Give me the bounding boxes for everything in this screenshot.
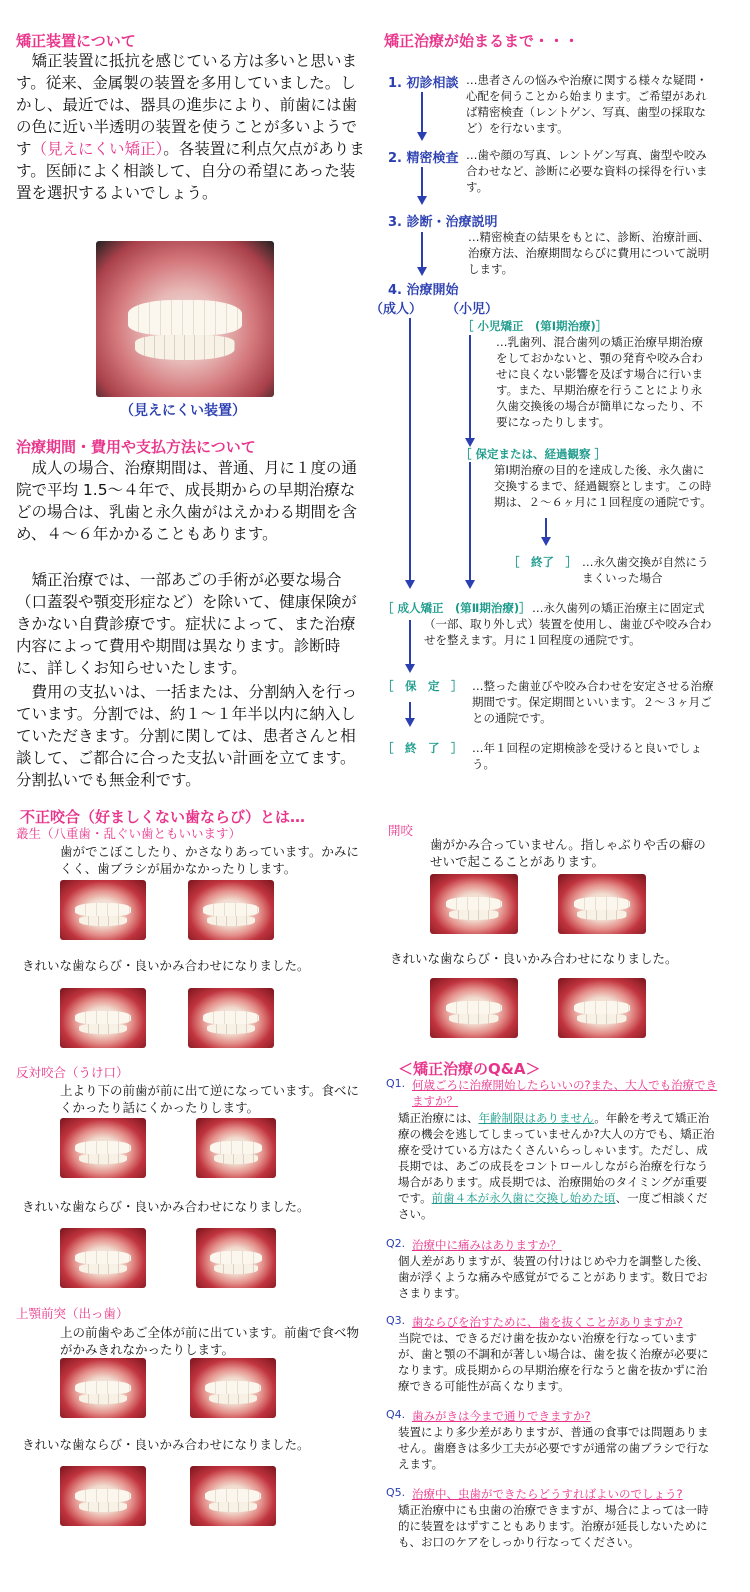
heading-flow: 矯正治療が始まるまで・・・ <box>384 32 580 50</box>
q2-question: 治療中に痛みはありますか？ <box>412 1238 562 1252</box>
adult-arrow-head <box>405 580 415 589</box>
protrusion-after-side-photo <box>190 1466 276 1526</box>
end1-arrow-head <box>541 537 551 546</box>
reverse-before-side-photo <box>196 1118 276 1178</box>
openbite-after-caption: きれいな歯ならび・良いかみ合わせになりました。 <box>390 951 678 966</box>
protrusion-after-front-photo <box>60 1466 146 1526</box>
adult-ortho-label: ［ 成人矯正 (第Ⅱ期治療)］ <box>382 601 531 615</box>
reverse-text: 上より下の前歯が前に出て逆になっています。食べにくかったり話にくかったりします。 <box>60 1083 360 1115</box>
protrusion-title: 上顎前突（出っ歯） <box>16 1306 129 1321</box>
retain-label: ［ 保 定 ］ <box>382 679 463 693</box>
period-paragraph-2: 矯正治療では、一部あごの手術が必要な場合（口蓋裂や顎変形症など）を除いて、健康保険がきかない自費診療です。症状によって、また治療内容によって費用や期間は異なります。診断時に、詳しくお知らせいたします。 <box>16 571 357 677</box>
reverse-before-front-photo <box>60 1118 146 1178</box>
q1-question: 何歳ごろに治療開始したらいいの?また、大人でも治療できますか？ <box>412 1078 718 1108</box>
protrusion-before-side-photo <box>190 1358 276 1418</box>
q4-number: Q4. <box>386 1408 406 1421</box>
invisible-appliance-photo <box>96 241 274 397</box>
arrow-2-head <box>417 196 427 205</box>
openbite-before-side-photo <box>558 874 646 934</box>
a1-answer: 矯正治療には、年齢制限はありません。年齢を考えて矯正治療の機会を逃してしまっていませんか?大人の方でも、矯正治療を受けている方はたくさんいらっしゃいます。ただし、成長期では、あごの成長をコントロールしながら治療を行なう場合があります。成長期では、治療開始のタイミングが重要です。前歯４本が永久歯に交換し始めた頃、一度ご相談ください。 <box>398 1111 715 1221</box>
step-3-title: 3. 診断・治療説明 <box>388 215 498 230</box>
crowding-after-front-photo <box>60 988 146 1048</box>
reverse-title: 反対咬合（うけ口） <box>16 1065 129 1080</box>
step-1-title: 1. 初診相談 <box>388 76 459 91</box>
q1-number: Q1. <box>386 1077 406 1090</box>
step-2-title: 2. 精密検査 <box>388 151 459 166</box>
a1-link-timing: 前歯４本が永久歯に交換し始めた頃 <box>431 1191 616 1205</box>
a1-link-age: 年齢制限はありません <box>478 1111 595 1125</box>
heading-malocclusion: 不正咬合（好ましくない歯ならび）とは… <box>20 808 306 826</box>
child-phase1-text: …乳歯列、混合歯列の矯正治療早期治療をしておかないと、顎の発育や咬み合わせに良くない影響を及ぼす場合に行います。また、早期治療を行うことにより永久歯交換後の場合が簡単になったり、不要になったりします。 <box>496 335 703 429</box>
step-4-title: 4. 治療開始 <box>388 283 459 298</box>
end2-label: ［ 終 了 ］ <box>382 741 463 755</box>
hold-arrow-line <box>469 462 471 580</box>
a2-answer: 個人差がありますが、装置の付けはじめや力を調整した後、歯が浮くような痛みや感覚がでることがあります。数日でおさまります。 <box>398 1254 709 1300</box>
reverse-after-side-photo <box>196 1228 276 1288</box>
step-1-text: …患者さんの悩みや治療に関する様々な疑問・心配を伺うことから始まります。ご希望があれば精密検査（レントゲン、写真、歯型の採取など）を行ないます。 <box>466 73 708 135</box>
crowding-text: 歯がでこぼこしたり、かさなりあっています。かみにくく、歯ブラシが届かなかったりします。 <box>60 844 359 876</box>
teeth-upper <box>128 300 242 334</box>
arrow-2-line <box>421 167 423 197</box>
invisible-ortho-highlight: （見えにくい矯正） <box>31 140 164 158</box>
q5-question: 治療中、虫歯ができたらどうすればよいのでしょう? <box>412 1487 683 1501</box>
a5-answer: 矯正治療中にも虫歯の治療できますが、場合によっては一時的に装置をはずすこともあります。治療が延長しないためにも、お口のケアをしっかり行なってください。 <box>398 1503 709 1549</box>
crowding-after-side-photo <box>188 988 274 1048</box>
appliances-paragraph <box>16 50 366 204</box>
adult-arrow-line <box>409 318 411 580</box>
reverse-after-caption: きれいな歯ならび・良いかみ合わせになりました。 <box>22 1199 310 1214</box>
q5-number: Q5. <box>386 1486 406 1499</box>
step-2-text: …歯や顔の写真、レントゲン写真、歯型や咬み合わせなど、診断に必要な資料の採得を行います。 <box>466 148 708 194</box>
hold-text: 第Ⅰ期治療の目的を達成した後、永久歯に交換するまで、経過観察とします。この時期は、２〜６ヶ月に１回程度の通院です。 <box>494 463 712 509</box>
child-label: （小児） <box>446 302 499 317</box>
heading-qa: ＜矯正治療のQ&A＞ <box>398 1060 541 1078</box>
step-3-text: …精密検査の結果をもとに、診断、治療計画、治療方法、治療期間ならびに費用について説明します。 <box>468 230 710 276</box>
adult-label: （成人） <box>370 302 423 317</box>
crowding-title: 叢生（八重歯・乱ぐい歯ともいいます） <box>16 826 242 841</box>
adult-ortho-arrow-line <box>409 620 411 664</box>
heading-appliances: 矯正装置について <box>16 32 136 50</box>
adult-ortho-arrow-head <box>405 664 415 673</box>
hold-arrow-head <box>465 580 475 589</box>
end1-label: ［ 終了 ］ <box>508 555 577 569</box>
crowding-before-side-photo <box>188 880 274 940</box>
a3-answer: 当院では、できるだけ歯を抜かない治療を行なっていますが、歯と顎の不調和が著しい場合は、歯を抜く治療が必要になります。成長期からの早期治療を行なうと歯を抜かずに治療できる可能性が高くなります。 <box>398 1331 709 1393</box>
retain-text: …整った歯並びや咬み合わせを安定させる治療期間です。保定期間といいます。２〜３ヶ月ごとの通院です。 <box>472 679 714 725</box>
teeth-lower <box>135 335 235 360</box>
appliances-text-a: 矯正装置に抵抗を感じている方は多いと思います。従来、金属製の装置を多用していました。しかし、最近では、器具の進歩により、前歯には歯の色に近い半透明の装置を使うことが多いようです <box>16 52 358 158</box>
child-arrow-line <box>469 335 471 440</box>
openbite-text: 歯がかみ合っていません。指しゃぶりや舌の癖のせいで起こることがあります。 <box>430 837 706 869</box>
period-paragraph-3: 費用の支払いは、一括または、分割納入を行っています。分割では、約１〜１年半以内に納入していただきます。分割に関しては、患者さんと相談して、ご都合に合った支払い計画を立てます。分割払いでも無金利です。 <box>16 683 358 789</box>
q3-number: Q3. <box>386 1314 406 1327</box>
crowding-before-front-photo <box>60 880 146 940</box>
crowding-after-caption: きれいな歯ならび・良いかみ合わせになりました。 <box>22 958 310 973</box>
hold-label: ［ 保定または、経過観察 ］ <box>460 447 607 461</box>
q2-number: Q2. <box>386 1237 406 1250</box>
protrusion-text: 上の前歯やあご全体が前に出ています。前歯で食べ物がかみきれなかったりします。 <box>60 1325 360 1357</box>
q4-question: 歯みがきは今まで通りできますか? <box>412 1409 591 1423</box>
protrusion-before-front-photo <box>60 1358 146 1418</box>
period-paragraph-1: 成人の場合、治療期間は、普通、月に１度の通院で平均 1.5〜４年で、成長期からの早期治療などの場合は、乳歯と永久歯がはえかわる期間を含め、４〜６年かかることもあります。 <box>16 459 358 543</box>
heading-period-cost: 治療期間・費用や支払方法について <box>16 438 256 456</box>
openbite-after-side-photo <box>558 978 646 1038</box>
arrow-1-line <box>421 92 423 132</box>
retain-arrow-line <box>409 702 411 718</box>
arrow-3-line <box>421 232 423 268</box>
arrow-3-head <box>417 267 427 276</box>
appliances-text-b: 。各装置に利点欠点があります。医師によく相談して、自分の希望にあった装置を選択するよいでしょう。 <box>16 140 365 202</box>
photo-caption: （見えにくい装置） <box>120 403 246 419</box>
arrow-1-head <box>417 132 427 141</box>
end2-text: …年１回程の定期検診を受けると良いでしょう。 <box>472 741 702 771</box>
openbite-after-front-photo <box>430 978 518 1038</box>
adult-ortho-text: …永久歯列の矯正治療主に固定式（一部、取り外し式）装置を使用し、歯並びや咬み合わせを整えます。月に１回程度の通院です。 <box>424 601 712 647</box>
q3-question: 歯ならびを治すために、歯を抜くことがありますか? <box>412 1315 683 1329</box>
retain-arrow-head <box>405 718 415 727</box>
reverse-after-front-photo <box>60 1228 146 1288</box>
openbite-before-front-photo <box>430 874 518 934</box>
a4-answer: 装置により多少差がありますが、普通の食事では問題ありません。歯磨きは多少工夫が必要ですが通常の歯ブラシで行なえます。 <box>398 1425 710 1471</box>
end1-text: …永久歯交換が自然にうまくいった場合 <box>582 555 709 585</box>
child-phase1-label: ［ 小児矯正 (第Ⅰ期治療)］ <box>462 319 608 333</box>
openbite-title: 開咬 <box>388 823 414 838</box>
protrusion-after-caption: きれいな歯ならび・良いかみ合わせになりました。 <box>22 1437 310 1452</box>
end1-arrow-line <box>545 518 547 538</box>
